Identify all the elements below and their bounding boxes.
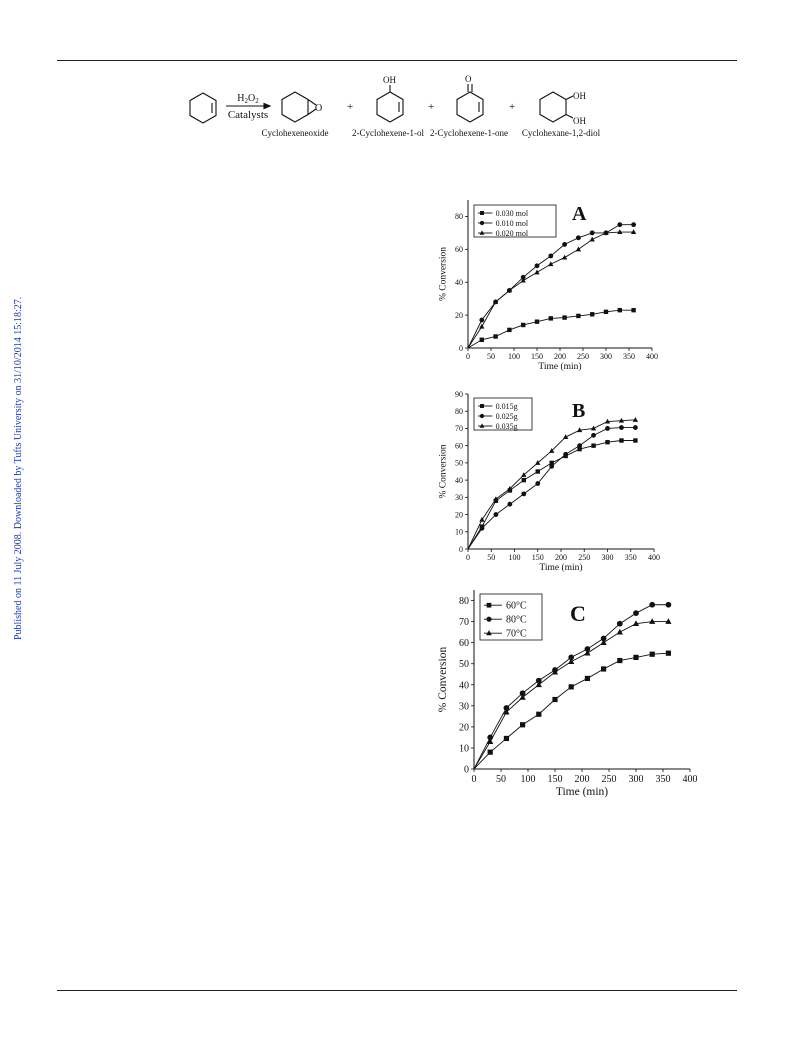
y-tick-label: 10 (455, 527, 463, 537)
data-point (618, 308, 622, 312)
x-tick-label: 50 (496, 774, 506, 785)
series-3 (474, 618, 672, 769)
x-tick-label: 150 (531, 553, 544, 562)
data-point (534, 269, 539, 274)
x-tick-label: 0 (466, 352, 470, 361)
y-tick-label: 0 (459, 343, 463, 353)
data-point (504, 736, 509, 741)
x-axis-title: Time (min) (539, 562, 583, 573)
series-line (468, 428, 635, 549)
x-tick-label: 0 (466, 553, 470, 562)
plus-sign-1: + (347, 101, 354, 113)
x-tick-label: 400 (648, 553, 660, 562)
diol-oh-top-label: OH (573, 91, 586, 101)
data-point (520, 722, 525, 727)
x-tick-label: 100 (520, 774, 536, 785)
data-point (591, 433, 596, 438)
plus-sign-2: + (428, 101, 435, 113)
data-point (576, 235, 581, 240)
y-tick-label: 30 (459, 701, 469, 713)
series-1 (474, 651, 671, 769)
y-tick-label: 90 (455, 389, 463, 399)
panel-label: B (572, 400, 586, 422)
data-point (601, 666, 606, 671)
x-tick-label: 400 (682, 774, 698, 785)
y-axis-title: % Conversion (437, 646, 449, 713)
series-line (474, 622, 668, 769)
data-point (590, 230, 595, 235)
legend-marker (480, 414, 484, 418)
series-1 (468, 438, 638, 549)
data-point (666, 602, 672, 608)
y-tick-label: 20 (455, 510, 463, 520)
legend-label: 70°C (506, 628, 527, 640)
product-name-4: Cyclohexane-1,2-diol (521, 128, 601, 138)
data-point (521, 491, 526, 496)
data-point (507, 328, 511, 332)
data-point (493, 512, 498, 517)
legend-label: 0.020 mol (495, 228, 529, 238)
legend-marker (480, 404, 484, 408)
y-tick-label: 70 (455, 424, 463, 434)
y-tick-label: 10 (459, 743, 469, 755)
data-point (585, 676, 590, 681)
data-point (480, 526, 485, 531)
series-line (474, 653, 668, 769)
y-tick-label: 50 (459, 659, 469, 671)
x-tick-label: 150 (547, 774, 563, 785)
panel-label: A (572, 203, 587, 225)
data-point (576, 246, 581, 251)
series-line (468, 310, 634, 348)
data-point (633, 425, 638, 430)
x-tick-label: 400 (646, 352, 658, 361)
data-point (604, 310, 608, 314)
data-point (536, 712, 541, 717)
product-name-2: 2-Cyclohexene-1-ol (352, 128, 424, 138)
legend-marker (480, 221, 484, 225)
data-point (617, 222, 622, 227)
data-point (617, 629, 623, 635)
reagent-label: $H_2O_2$ (237, 93, 259, 105)
side-note: Published on 11 July 2008. Downloaded by Tufts University on 31/10/2014 15:18:27. (13, 296, 24, 640)
legend-label: 80°C (506, 614, 527, 626)
data-point (548, 253, 553, 258)
chart-panel-A (439, 200, 658, 372)
y-tick-label: 70 (459, 617, 469, 629)
x-tick-label: 100 (508, 553, 521, 562)
series-2 (468, 425, 638, 549)
catalyst-label: Catalysts (227, 109, 269, 121)
product-name-1: Cyclohexeneoxide (261, 128, 329, 138)
y-tick-label: 50 (455, 458, 463, 468)
legend-marker (487, 603, 492, 608)
x-axis-title: Time (min) (555, 786, 609, 798)
y-tick-label: 60 (459, 638, 469, 650)
data-point (605, 440, 609, 444)
legend-label: 0.015g (495, 401, 518, 411)
data-point (522, 478, 526, 482)
series-line (468, 232, 634, 348)
legend-label: 60°C (506, 600, 527, 612)
carbonyl-o-label: O (465, 74, 472, 84)
y-tick-label: 60 (455, 245, 463, 255)
data-point (535, 319, 539, 323)
y-tick-label: 80 (459, 596, 469, 608)
legend-marker (480, 211, 484, 215)
data-point (617, 658, 622, 663)
chart-panel-C (437, 590, 698, 798)
x-tick-label: 300 (600, 352, 612, 361)
y-axis-title: % Conversion (438, 444, 449, 499)
x-tick-label: 300 (601, 553, 614, 562)
x-tick-label: 200 (554, 352, 566, 361)
panel-label: C (570, 601, 586, 626)
data-point (562, 255, 567, 260)
y-tick-label: 80 (455, 407, 463, 417)
legend-label: 0.010 mol (495, 218, 529, 228)
series-1 (468, 308, 636, 348)
y-tick-label: 0 (464, 764, 469, 776)
data-point (650, 652, 655, 657)
series-line (468, 225, 634, 348)
data-point (633, 655, 638, 660)
data-point (549, 464, 554, 469)
x-tick-label: 250 (578, 553, 591, 562)
y-tick-label: 40 (455, 475, 463, 485)
x-tick-label: 150 (531, 352, 543, 361)
data-point (488, 750, 493, 755)
diol-oh-bottom-label: OH (573, 116, 586, 126)
data-point (617, 621, 623, 627)
data-point (649, 618, 655, 624)
data-point (577, 443, 582, 448)
series-3 (468, 229, 636, 348)
series-3 (468, 417, 638, 549)
y-tick-label: 80 (455, 212, 463, 222)
data-point (552, 697, 557, 702)
data-point (631, 222, 636, 227)
legend-marker (486, 617, 491, 622)
data-point (619, 425, 624, 430)
legend (480, 594, 542, 640)
x-tick-label: 100 (508, 352, 520, 361)
data-point (507, 502, 512, 507)
data-point (479, 318, 484, 323)
data-point (493, 334, 497, 338)
chart-panel-B (439, 390, 660, 573)
data-point (535, 481, 540, 486)
data-point (480, 338, 484, 342)
data-point (590, 312, 594, 316)
hydroxyl-label: OH (383, 75, 396, 85)
data-point (649, 602, 655, 608)
x-tick-label: 0 (471, 774, 477, 785)
series-2 (468, 222, 636, 348)
data-point (633, 610, 639, 616)
y-tick-label: 60 (455, 441, 463, 451)
legend-label: 0.030 mol (495, 208, 529, 218)
data-point (521, 323, 525, 327)
x-axis-title: Time (min) (538, 361, 582, 372)
data-point (549, 316, 553, 320)
x-tick-label: 350 (655, 774, 671, 785)
data-point (576, 314, 580, 318)
y-tick-label: 20 (455, 310, 463, 320)
x-tick-label: 300 (628, 774, 644, 785)
x-tick-label: 50 (487, 352, 495, 361)
legend-label: 0.025g (495, 411, 518, 421)
x-tick-label: 50 (487, 553, 496, 562)
data-point (665, 618, 671, 624)
data-point (633, 417, 638, 422)
data-point (666, 651, 671, 656)
data-point (562, 242, 567, 247)
series-line (468, 420, 635, 549)
y-tick-label: 40 (455, 278, 463, 288)
series-line (468, 441, 635, 550)
plus-sign-3: + (509, 101, 516, 113)
data-point (536, 469, 540, 473)
data-point (562, 315, 566, 319)
legend-label: 0.035g (495, 421, 518, 431)
data-point (591, 443, 595, 447)
data-point (535, 263, 540, 268)
x-tick-label: 200 (555, 553, 567, 562)
data-point (569, 684, 574, 689)
x-tick-label: 350 (624, 553, 637, 562)
x-tick-label: 350 (623, 352, 635, 361)
epoxide-o-label: O (315, 103, 323, 114)
y-tick-label: 40 (459, 680, 469, 692)
data-point (631, 308, 635, 312)
y-tick-label: 30 (455, 493, 463, 503)
y-tick-label: 20 (459, 722, 469, 734)
x-tick-label: 250 (577, 352, 589, 361)
data-point (563, 452, 568, 457)
data-point (605, 426, 610, 431)
legend (474, 205, 556, 238)
y-axis-title: % Conversion (438, 246, 449, 302)
x-tick-label: 200 (574, 774, 590, 785)
x-tick-label: 250 (601, 774, 617, 785)
data-point (619, 438, 623, 442)
y-tick-label: 0 (459, 544, 463, 554)
legend (474, 398, 532, 431)
product-name-3: 2-Cyclohexene-1-one (430, 128, 508, 138)
data-point (633, 438, 637, 442)
